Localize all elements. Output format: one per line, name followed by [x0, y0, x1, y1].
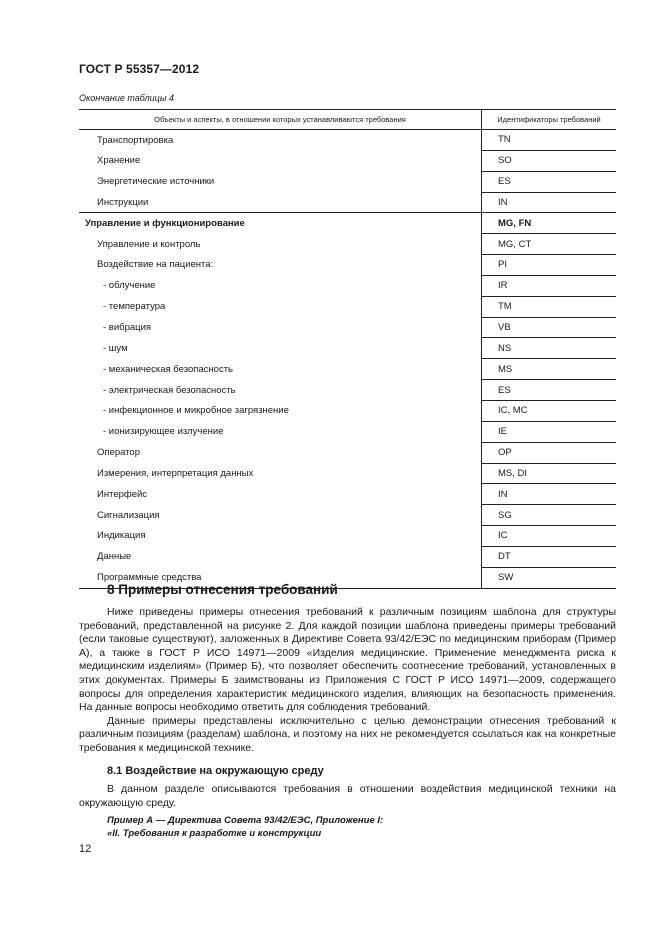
row-object-cell: Управление и контроль — [79, 234, 482, 255]
page-number: 12 — [79, 843, 92, 855]
row-object-cell: Энергетические источники — [79, 171, 482, 192]
row-identifier-cell: IN — [482, 192, 617, 213]
table-row — [79, 296, 616, 317]
row-object-cell: - облучение — [79, 275, 482, 296]
table-row — [79, 380, 616, 401]
row-object-cell: Индикация — [79, 526, 482, 547]
row-object-cell: Интерфейс — [79, 484, 482, 505]
row-object-cell: - шум — [79, 338, 482, 359]
row-object-cell: - ионизирующее излучение — [79, 421, 482, 442]
row-object-cell: - инфекционное и микробное загрязнение — [79, 400, 482, 421]
row-identifier-cell: NS — [482, 338, 617, 359]
table-row — [79, 442, 616, 463]
table-row — [79, 546, 616, 567]
row-identifier-cell: IE — [482, 421, 617, 442]
row-identifier-cell: TN — [482, 130, 617, 151]
row-identifier-cell: MS, DI — [482, 463, 617, 484]
row-object-cell: - температура — [79, 296, 482, 317]
table-row — [79, 275, 616, 296]
requirements-table — [79, 109, 616, 589]
row-identifier-cell: SW — [482, 567, 617, 588]
section-8-1-text — [79, 783, 616, 810]
table-row — [79, 171, 616, 192]
table-row — [79, 234, 616, 255]
row-identifier-cell: MS — [482, 359, 617, 380]
table-row — [79, 130, 616, 151]
section-8-1-paragraph: В данном разделе описываются требования в отношении воздействия медицинской техники на окружающую среду. — [79, 783, 616, 809]
row-object-cell: Оператор — [79, 442, 482, 463]
row-identifier-cell: SG — [482, 505, 617, 526]
row-identifier-cell: IN — [482, 484, 617, 505]
table-row — [79, 255, 616, 276]
section-8-paragraph-1: Ниже приведены примеры отнесения требований к различным позициям шаблона для структуры требований, представленной на рисунке 2. Для каждой позиции шаблона приведены примеры требований (если таковые существуют), заложенных в Директиве Совета 93/42/ЕЭС по медицинским приборам (Пример А), а также в ГОСТ Р ИСО 14971—2009 «Изделия медицинские. Применение менеджмента риска к медицинским изделиям» (Пример Б), что позволяет обеспечить соотнесение требований, установленных в этих документах. Примеры Б заимствованы из Приложения С ГОСТ Р ИСО 14971—2009, содержащего вопросы для определения характеристик медицинского изделия, влияющих на безопасность применения. На данные вопросы необходимо ответить для соблюдения требований. — [79, 606, 616, 714]
row-identifier-cell: IC — [482, 526, 617, 547]
row-identifier-cell: ES — [482, 380, 617, 401]
row-identifier-cell: TM — [482, 296, 617, 317]
table-row — [79, 192, 616, 213]
row-object-cell: Сигнализация — [79, 505, 482, 526]
section-8-text — [79, 606, 616, 756]
row-object-cell: Инструкции — [79, 192, 482, 213]
row-object-cell: Транспортировка — [79, 130, 482, 151]
table-row — [79, 338, 616, 359]
table-row — [79, 400, 616, 421]
example-a-line-2: «II. Требования к разработке и конструкции — [107, 827, 322, 839]
table-row — [79, 421, 616, 442]
document-header-title: ГОСТ Р 55357—2012 — [79, 62, 200, 76]
row-object-cell: Программные средства — [79, 567, 482, 588]
row-object-cell: Измерения, интерпретация данных — [79, 463, 482, 484]
table-header-objects: Объекты и аспекты, в отношении которых устанавливаются требования — [79, 110, 482, 130]
row-object-cell: Воздействие на пациента: — [79, 255, 482, 276]
row-object-cell: - вибрация — [79, 317, 482, 338]
table-row — [79, 505, 616, 526]
table-row — [79, 526, 616, 547]
row-identifier-cell: VB — [482, 317, 617, 338]
row-object-cell: - механическая безопасность — [79, 359, 482, 380]
table-row — [79, 150, 616, 171]
row-identifier-cell: IC, MC — [482, 400, 617, 421]
row-object-cell: Данные — [79, 546, 482, 567]
row-object-cell: Хранение — [79, 150, 482, 171]
section-8-heading: 8 Примеры отнесения требований — [107, 582, 338, 597]
row-identifier-cell: MG, FN — [482, 213, 617, 234]
table-row — [79, 463, 616, 484]
section-8-paragraph-2: Данные примеры представлены исключительно с целью демонстрации отнесения требований к различным позициям (разделам) шаблона, и поэтому на них не рекомендуется ссылаться как на конкретные требования к медицинской технике. — [79, 714, 616, 754]
example-a-line-1: Пример А — Директива Совета 93/42/ЕЭС, Приложение I: — [107, 815, 384, 826]
row-object-cell: - электрическая безопасность — [79, 380, 482, 401]
table-row — [79, 359, 616, 380]
row-identifier-cell: MG, CT — [482, 234, 617, 255]
section-8-1-heading: 8.1 Воздействие на окружающую среду — [107, 765, 324, 777]
row-identifier-cell: SO — [482, 150, 617, 171]
table-header-identifiers: Идентификаторы требований — [482, 110, 617, 130]
row-identifier-cell: OP — [482, 442, 617, 463]
row-identifier-cell: DT — [482, 546, 617, 567]
table-caption: Окончание таблицы 4 — [79, 93, 174, 103]
row-identifier-cell: ES — [482, 171, 617, 192]
table-row — [79, 317, 616, 338]
table-row — [79, 484, 616, 505]
row-identifier-cell: PI — [482, 255, 617, 276]
table-row — [79, 213, 616, 234]
row-identifier-cell: IR — [482, 275, 617, 296]
example-a — [107, 815, 383, 840]
row-object-cell: Управление и функционирование — [79, 213, 482, 234]
